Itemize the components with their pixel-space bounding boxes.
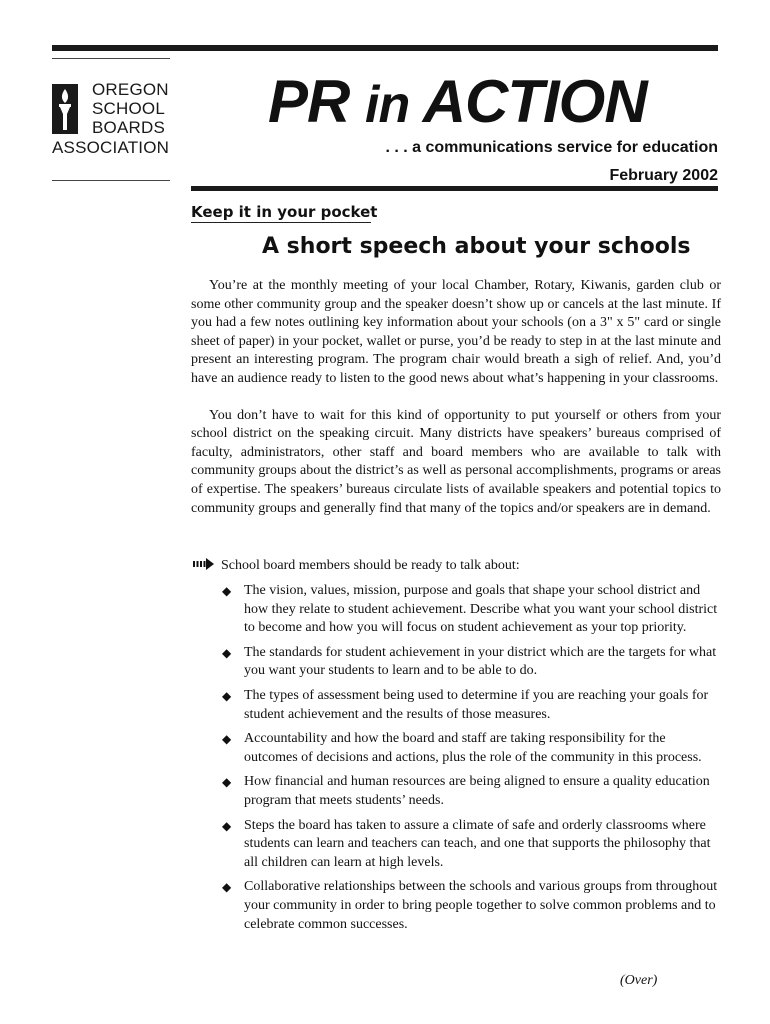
list-item: ◆ The standards for student achievement in your district which are the targets for what you want your students to learn and to be able to do.	[222, 644, 717, 679]
diamond-bullet-icon: ◆	[222, 775, 232, 790]
arrow-icon	[193, 557, 215, 571]
continued-marker: (Over)	[620, 973, 658, 988]
list-item: ◆ How financial and human resources are being aligned to ensure a quality education program that meets students’ needs.	[222, 774, 710, 808]
torch-icon	[52, 84, 78, 134]
logo-line-school: SCHOOL	[92, 99, 165, 118]
title-in: in	[365, 76, 410, 134]
header-rule	[191, 186, 718, 191]
masthead-title	[268, 68, 647, 135]
list-item: ◆ Accountability and how the board and staff are taking responsibility for the outcomes of decisions and actions, plus the role of the community in this process.	[222, 731, 702, 765]
logo-line-oregon: OREGON	[92, 80, 169, 99]
talking-points-list	[222, 582, 720, 934]
logo-top-rule	[52, 58, 170, 59]
article-headline: A short speech about your schools	[262, 234, 691, 259]
diamond-bullet-icon: ◆	[222, 818, 232, 833]
diamond-bullet-icon: ◆	[222, 688, 232, 703]
article-kicker: Keep it in your pocket	[191, 203, 378, 221]
logo-line-boards: BOARDS	[92, 118, 165, 137]
diamond-bullet-icon: ◆	[222, 584, 232, 598]
diamond-bullet-icon: ◆	[222, 880, 232, 895]
paragraph-2: You don’t have to wait for this kind of opportunity to put yourself or others from your school district on the speaking circuit. Many districts have speakers’ bureaus comprised of faculty, administrators, other staff and board members who are available to talk with community groups about the district’s as well as personal accomplishments, programs or areas of expertise. The speakers’ bureaus circulate lists of available speakers and potential topics to community groups and generally find that many of the topics and/or speakers are in demand.	[191, 407, 721, 516]
paragraph-1: You’re at the monthly meeting of your local Chamber, Rotary, Kiwanis, garden club or some other community group and the speaker doesn’t show up or cancels at the last minute. If you had a few notes outlining key information about your schools (on a 3" x 5" card or single sheet of paper) in your pocket, wallet or purse, you’d be ready to step in at the last minute and present an interesting program. The program chair would breath a sigh of relief. And, you’d have an audience ready to listen to the good news about what’s happening in your classrooms.	[191, 278, 721, 386]
title-action: ACTION	[409, 68, 647, 135]
article-body	[191, 277, 721, 518]
masthead-tagline: . . . a communications service for education	[385, 139, 718, 156]
diamond-bullet-icon: ◆	[222, 645, 232, 660]
logo-line-association: ASSOCIATION	[52, 138, 170, 157]
list-item: ◆ The types of assessment being used to determine if you are reaching your goals for student achievement and the results of those measures.	[222, 687, 709, 722]
list-item: ◆ The vision, values, mission, purpose and goals that shape your school district and how they relate to student achievement. Describe what you want your school district to become and how you will focus on student achievement as your top priority.	[222, 583, 718, 636]
list-item: ◆ Steps the board has taken to assure a climate of safe and orderly classrooms where students can learn and teachers can teach, and one that supports the philosophy that all children can learn at high levels.	[222, 817, 711, 870]
list-item: ◆ Collaborative relationships between the schools and various groups from throughout your community in order to bring people together to solve common problems and to celebrate common successes.	[222, 879, 718, 932]
title-pr: PR	[268, 68, 366, 135]
kicker-underline	[191, 222, 371, 223]
diamond-bullet-icon: ◆	[222, 732, 232, 747]
logo-bottom-rule	[52, 180, 170, 181]
top-rule	[52, 45, 718, 51]
list-intro: School board members should be ready to talk about:	[221, 558, 520, 573]
issue-date: February 2002	[609, 167, 718, 184]
